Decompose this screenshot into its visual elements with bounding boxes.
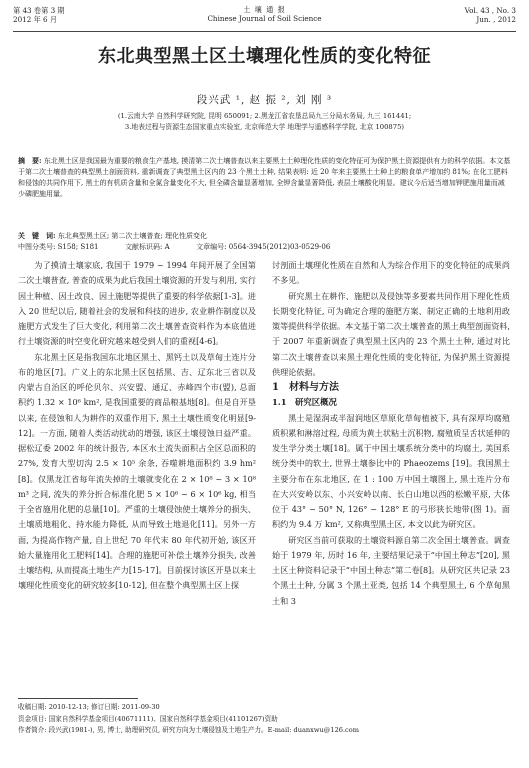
footnote-funding: 资金项目: 国家自然科学基金项目(40671111)、国家自然科学基金项目(41101267)资助 xyxy=(18,714,278,723)
body-paragraph: 研究区当前可获取的土壤资料源自第二次全国土壤普查。调查始于 1979 年, 历时 16 年, 主要结果记录于“中国土种志”[20], 黑土区土种资料记录于“中国土种志”第二卷[8]。从研究区共记录 23 个黑土土种, 分属 3 个黑土亚类, 包括 14 个典型黑土, 6 个草甸黑土和 3 xyxy=(272,534,510,606)
body-paragraph: 黑土是湿润或半湿润地区草原化草甸植被下, 具有深厚均腐殖质积累和淋溶过程, 母质为黄土状粘土沉积物, 腐殖质呈舌状延伸的发生学分类土壤[18]。属于中国土壤系统分类中的均腐土, 美国系统分类中的软土, 世界土壤参比中的 Phaeozems [19]。我国黑土主要分布在东北地区, 在 1 : 100 万中国土壤图上, 黑土连片分布在大兴安岭以东、小兴安岭以南、长白山地以西的松嫩平原, 大体位于 43° ~ 50° N, 126° ~ 128° E 的弓形狭长地带(图 1)。面积约为 9.4 万 km², 又称典型黑土区, 本文以此为研究区。 xyxy=(272,412,510,530)
body-paragraph: 东北黑土区是指我国东北地区黑土、黑钙土以及草甸土连片分布的地区[7]。广义上的东北黑土区包括黑、吉、辽东北三省以及内蒙古自治区的呼伦贝尔、兴安盟、通辽、赤峰四个市(盟), 总面积约 1.32 × 10⁶ km², 是我国重要的商品粮基地[8]。但是自开垦以来, 在侵蚀和人为耕作的双重作用下, 黑土土壤性质变化明显[9-12]。一方面, 随着人类活动扰动的增强, 该区土壤侵蚀日益严重。据松辽委 2002 年的统计报告, 本区水土流失面积占全区总面积的 27%, 发育大型切沟 2.5 × 10⁵ 余条, 吞噬耕地面积约 3.9 hm² [8]。仅黑龙江省每年流失掉的土壤就变化在 2 × 10⁸ ~ 3 × 10⁸ m³ 之间, 流失的养分折合标准化肥 5 × 10⁶ ~ 6 × 10⁶ kg, 相当于全省施用化肥的总量[10]。严重的土壤侵蚀使土壤养分的损失、土壤质地粗化、持水能力降低, 从而导致土地退化[11]。另外一方面, 为提高作物产量, 自上世纪 70 年代末 80 年代初开始, 该区开始大量施用化工肥料[14]。合理的施肥可补偿土壤养分损失, 改善土壤结构, 从而提高土地生产力[15-17]。目前探讨该区开垦以来土壤理化性质变化的研究较多[10-12], 但在整个典型黑土区上探 xyxy=(18,351,256,591)
header-rule xyxy=(13,31,516,32)
affiliation-line: 3.地表过程与资源生态国家重点实验室, 北京师范大学 地理学与遥感科学学院, 北京 100875) xyxy=(124,123,405,131)
article-meta xyxy=(18,230,511,253)
doc-code-label: 文献标识码: xyxy=(124,243,163,251)
footnote-rule xyxy=(18,698,138,699)
affiliations xyxy=(40,111,489,133)
affiliation-line: (1.云南大学 自然科学研究院, 昆明 650091; 2.黑龙江省农垦总局九三分局水务局, 九三 161441; xyxy=(117,112,412,120)
journal-name xyxy=(13,5,516,23)
keywords xyxy=(18,230,511,242)
body-column-right xyxy=(272,258,510,609)
journal-name-cn: 土 壤 通 报 xyxy=(243,5,286,14)
article-number-value: 0564-3945(2012)03-0529-06 xyxy=(228,243,331,251)
clc-value: S158; S181 xyxy=(57,243,99,251)
body-paragraph: 为了摸清土壤家底, 我国于 1979 ~ 1994 年间开展了全国第二次土壤普查, 普查的成果为此后我国土壤资源的开发与利用, 实行因土种植、因土改良、因土施肥等提供了重要的科学依据[1-3]。进入 20 世纪以后, 随着社会的发展和科技的进步, 农业耕作制度以及施肥方式发生了巨大变化, 利用第二次土壤普查资料作为本底值进行土壤资源的时空变化研究越来越受到人们的重视[4-6]。 xyxy=(18,260,256,347)
body-paragraph: 研究黑土在耕作、施肥以及侵蚀等多要素共同作用下理化性质长期变化特征, 可为确定合理的施肥方案、制定正确的土地利用政策等提供科学依据。本文基于第二次土壤普查的黑土典型剖面资料, 于 2007 年重新调查了典型黑土区内的 23 个黑土土种, 通过对比第二次土壤普查以来黑土理化性质的变化特征, 为保护黑土资源提供理论依据。 xyxy=(272,290,510,377)
article-number-label: 文章编号: xyxy=(196,243,227,251)
article-title: 东北典型黑土区土壤理化性质的变化特征 xyxy=(98,46,431,67)
abstract xyxy=(18,155,511,200)
abstract-label: 摘 要: xyxy=(18,156,42,165)
volume-issue: 第 43 卷第 3 期 xyxy=(13,6,65,15)
keywords-label: 关 键 词: xyxy=(18,231,56,240)
journal-name-en: Chinese Journal of Soil Science xyxy=(207,14,322,23)
footnotes xyxy=(18,702,511,737)
volume-info-en xyxy=(465,6,516,24)
author-list: 段兴武 ¹, 赵 振 ², 刘 刚 ³ xyxy=(196,94,333,106)
keywords-text: 东北典型黑土区; 第二次土壤普查; 理化性质变化 xyxy=(57,232,207,240)
subsection-heading: 1.1 研究区概况 xyxy=(272,397,337,408)
clc-label: 中图分类号: xyxy=(18,243,56,251)
doc-code-value: A xyxy=(164,243,170,251)
issue-date-en: Jun. , 2012 xyxy=(476,15,516,24)
issue-date: 2012 年 6 月 xyxy=(13,15,58,24)
body-column-left xyxy=(18,258,256,594)
section-heading: 1 材料与方法 xyxy=(272,382,339,393)
abstract-text: 东北黑土区是我国最为重要的粮食生产基地, 摸清第二次土壤普查以来主要黑土土种理化性质的变化特征可为保护黑土资源提供有力的科学依据。本文基于第二次土壤普查的典型黑土剖面资料, 重新调查了典型黑土区内的 23 个黑土土种, 结果表明: 近 20 年来主要黑土土种上的粮食单产增加约 81%; 在化工肥料和侵蚀的共同作用下, 黑土的有机质含量和全氮含量变化不大, 但全磷含量显著增加, 全钾含量显著降低, 表层土壤酸化明显。建议今后适当增加钾肥施用量而减少磷肥施用量。 xyxy=(18,157,511,198)
journal-header xyxy=(13,4,516,30)
body-paragraph: 讨剖面土壤理化性质在自然和人为综合作用下的变化特征的成果尚不多见。 xyxy=(272,260,510,286)
classification-line xyxy=(18,242,511,253)
footnote-author: 作者简介: 段兴武(1981-), 男, 博士, 助理研究员, 研究方向为土壤侵蚀及土地生产力。E-mail: duanxwu@126.com xyxy=(18,726,359,734)
footnote-received: 收稿日期: 2010-12-13; 修订日期: 2011-09-30 xyxy=(18,703,160,711)
volume-issue-en: Vol. 43 , No. 3 xyxy=(464,6,516,15)
